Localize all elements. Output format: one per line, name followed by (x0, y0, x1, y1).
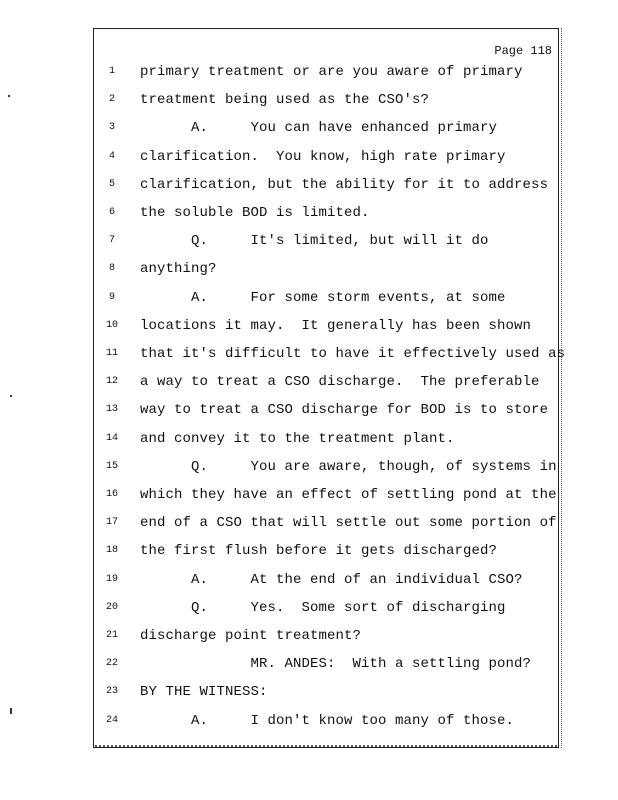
transcript-line-text: MR. ANDES: With a settling pond? (140, 656, 532, 673)
scan-speck (8, 95, 10, 97)
line-number: 1 (108, 66, 115, 77)
transcript-line-text: the first flush before it gets discharged? (140, 543, 498, 560)
page-bottom-edge (95, 745, 557, 750)
transcript-line-text: A. For some storm events, at some (140, 289, 506, 306)
line-number: 22 (105, 658, 118, 670)
line-number: 6 (108, 207, 115, 218)
line-number: 23 (105, 686, 118, 698)
transcript-line-text: end of a CSO that will settle out some portion of (140, 515, 557, 532)
transcript-line-text: clarification, but the ability for it to address (140, 176, 549, 193)
transcript-line-text: way to treat a CSO discharge for BOD is to store (140, 402, 549, 419)
page-edge-right (561, 28, 564, 748)
line-number: 9 (108, 291, 115, 303)
line-number: 8 (108, 263, 115, 275)
line-number: 17 (105, 517, 118, 529)
transcript-line-text: BY THE WITNESS: (140, 684, 268, 701)
transcript-line-text: Q. You are aware, though, of systems in (140, 458, 557, 475)
transcript-line-text: treatment being used as the CSO's? (140, 92, 430, 109)
transcript-line-text: A. I don't know too many of those. (140, 712, 515, 729)
transcript-line-text: which they have an effect of settling pond at the (140, 487, 557, 503)
line-number: 4 (108, 150, 115, 162)
line-number: 21 (105, 630, 118, 641)
line-number: 20 (105, 601, 118, 613)
transcript-line-text: Q. Yes. Some sort of discharging (140, 599, 506, 616)
scan-speck (10, 395, 12, 397)
transcript-line-text: that it's difficult to have it effectively used as (140, 346, 566, 362)
line-number: 15 (105, 460, 118, 472)
line-number: 11 (105, 348, 118, 359)
transcript-line-text: A. At the end of an individual CSO? (140, 571, 523, 588)
transcript-line-text: primary treatment or are you aware of primary (140, 64, 523, 80)
line-number: 2 (108, 94, 115, 106)
transcript-line-text: the soluble BOD is limited. (140, 205, 370, 221)
line-number: 14 (105, 432, 118, 444)
scan-speck (10, 708, 12, 714)
line-number: 19 (105, 573, 118, 585)
transcript-line-text: anything? (140, 261, 217, 278)
transcript-line-text: locations it may. It generally has been shown (140, 317, 532, 334)
transcript-line-text: a way to treat a CSO discharge. The preferable (140, 374, 540, 391)
line-number: 5 (108, 178, 115, 190)
transcript-line-text: clarification. You know, high rate primary (140, 148, 506, 165)
line-number: 13 (105, 404, 118, 416)
line-number: 16 (105, 489, 118, 500)
transcript-line-text: Q. It's limited, but will it do (140, 233, 489, 250)
line-number: 24 (105, 714, 118, 726)
line-number: 3 (108, 122, 115, 134)
line-number: 12 (105, 376, 118, 388)
page-number-label: Page 118 (494, 44, 552, 58)
transcript-line-text: and convey it to the treatment plant. (140, 430, 455, 447)
line-number: 10 (105, 319, 118, 331)
transcript-line-text: discharge point treatment? (140, 628, 362, 644)
line-number: 7 (108, 235, 115, 247)
line-number: 18 (105, 545, 118, 557)
transcript-line-text: A. You can have enhanced primary (140, 120, 498, 137)
